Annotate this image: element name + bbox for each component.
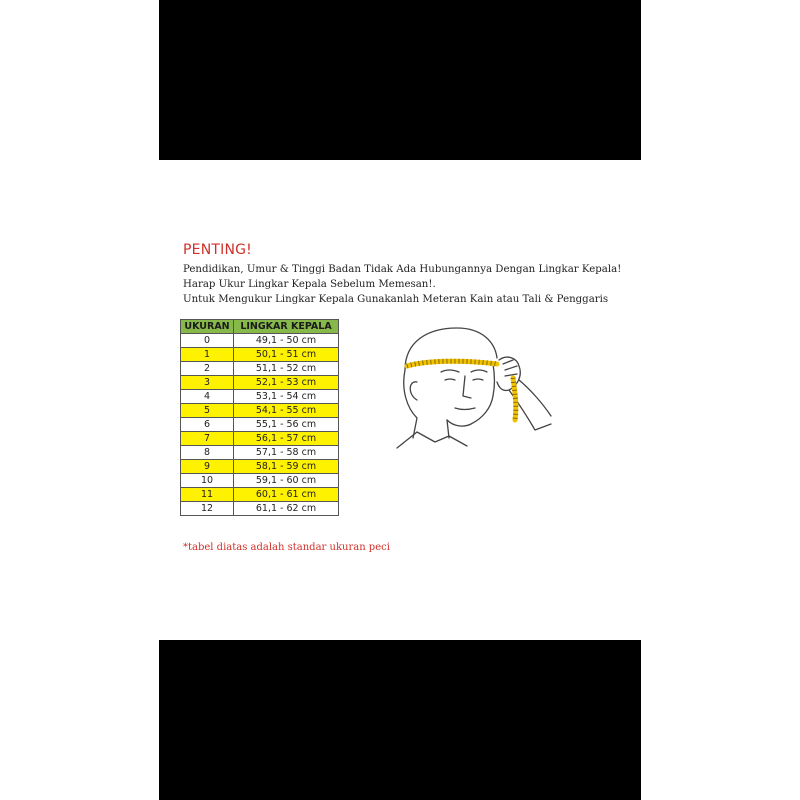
- table-row: [181, 488, 339, 502]
- table-row: [181, 502, 339, 516]
- top-black-bar: [159, 0, 641, 160]
- circumference-cell: 60,1 - 61 cm: [234, 488, 339, 502]
- size-chart-sheet: [159, 160, 641, 640]
- note-line: Untuk Mengukur Lingkar Kepala Gunakanlah Meteran Kain atau Tali & Penggaris: [183, 294, 609, 305]
- table-row: [181, 390, 339, 404]
- table-row: [181, 446, 339, 460]
- size-cell: 5: [181, 404, 234, 418]
- table-row: [181, 460, 339, 474]
- table-body: [181, 334, 339, 516]
- circumference-cell: 54,1 - 55 cm: [234, 404, 339, 418]
- circumference-cell: 51,1 - 52 cm: [234, 362, 339, 376]
- circumference-cell: 55,1 - 56 cm: [234, 418, 339, 432]
- circumference-cell: 61,1 - 62 cm: [234, 502, 339, 516]
- circumference-cell: 57,1 - 58 cm: [234, 446, 339, 460]
- size-cell: 7: [181, 432, 234, 446]
- note-line: Pendidikan, Umur & Tinggi Badan Tidak Ada Hubungannya Dengan Lingkar Kepala!: [183, 264, 622, 275]
- size-cell: 2: [181, 362, 234, 376]
- circumference-cell: 53,1 - 54 cm: [234, 390, 339, 404]
- head-size-table: [180, 319, 339, 516]
- size-cell: 3: [181, 376, 234, 390]
- bottom-black-bar: [159, 640, 641, 800]
- size-cell: 0: [181, 334, 234, 348]
- table-row: [181, 474, 339, 488]
- circumference-cell: 58,1 - 59 cm: [234, 460, 339, 474]
- circumference-cell: 56,1 - 57 cm: [234, 432, 339, 446]
- table-row: [181, 418, 339, 432]
- table-footnote: *tabel diatas adalah standar ukuran peci: [183, 542, 390, 553]
- table-row: [181, 362, 339, 376]
- circumference-cell: 59,1 - 60 cm: [234, 474, 339, 488]
- note-line: Harap Ukur Lingkar Kepala Sebelum Memesan!.: [183, 279, 436, 290]
- size-cell: 10: [181, 474, 234, 488]
- size-cell: 4: [181, 390, 234, 404]
- circumference-cell: 49,1 - 50 cm: [234, 334, 339, 348]
- circumference-cell: 50,1 - 51 cm: [234, 348, 339, 362]
- table-header-row: [181, 320, 339, 334]
- size-cell: 6: [181, 418, 234, 432]
- size-cell: 1: [181, 348, 234, 362]
- important-heading: PENTING!: [183, 242, 252, 258]
- table-row: [181, 348, 339, 362]
- instruction-notes: [183, 262, 638, 307]
- column-header-circumference: LINGKAR KEPALA: [234, 320, 339, 334]
- size-cell: 9: [181, 460, 234, 474]
- table-row: [181, 376, 339, 390]
- head-measuring-tape-illustration-icon: [387, 320, 557, 450]
- column-header-size: UKURAN: [181, 320, 234, 334]
- table-row: [181, 432, 339, 446]
- table-row: [181, 404, 339, 418]
- size-cell: 8: [181, 446, 234, 460]
- circumference-cell: 52,1 - 53 cm: [234, 376, 339, 390]
- size-cell: 11: [181, 488, 234, 502]
- table-row: [181, 334, 339, 348]
- size-cell: 12: [181, 502, 234, 516]
